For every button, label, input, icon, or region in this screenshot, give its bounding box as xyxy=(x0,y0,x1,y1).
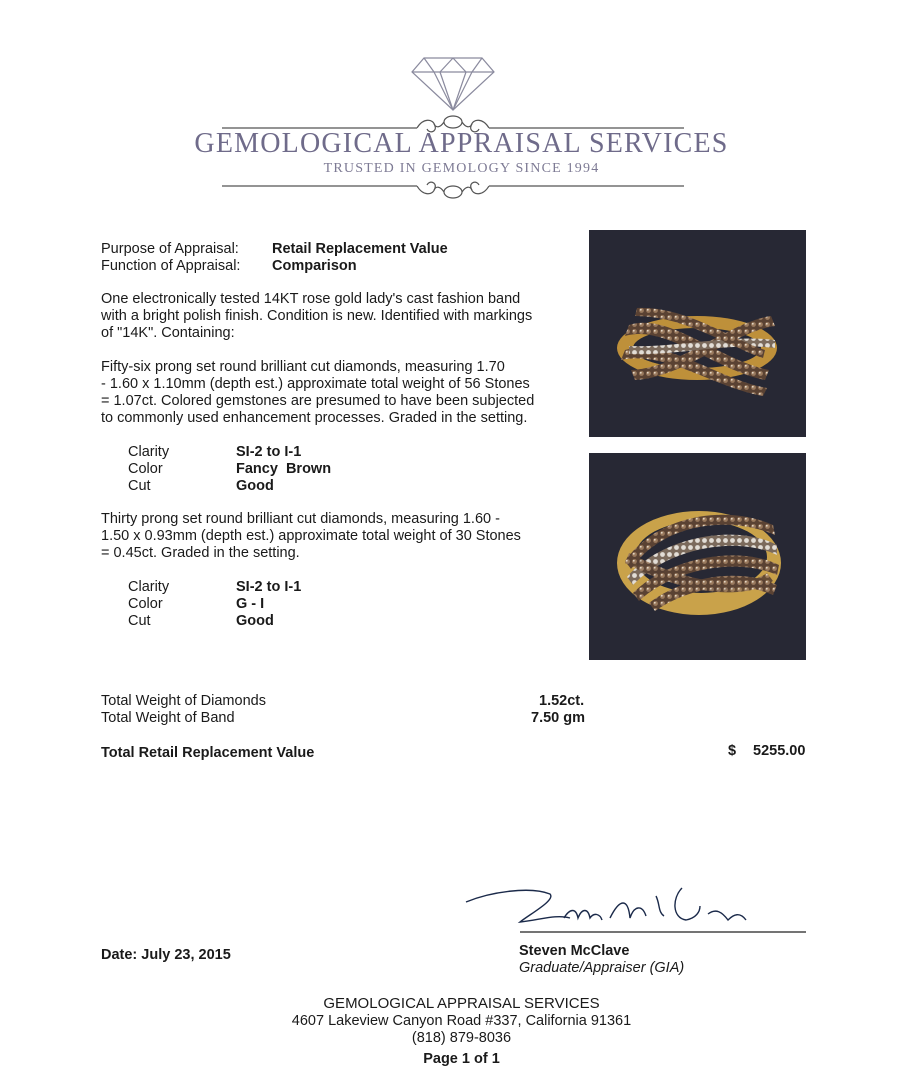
ring-photo-angle xyxy=(589,453,806,660)
grade-label: Cut xyxy=(128,613,151,629)
total-diamonds-value: 1.52ct. xyxy=(539,693,585,709)
item-description xyxy=(101,291,532,342)
appraiser-title: Graduate/Appraiser (GIA) xyxy=(519,960,685,976)
total-band-value: 7.50 gm xyxy=(531,710,585,726)
grade-label: Color xyxy=(128,596,163,612)
footer-company: GEMOLOGICAL APPRAISAL SERVICES xyxy=(323,995,600,1012)
stone-text-line: Fifty-six prong set round brilliant cut diamonds, measuring 1.70 xyxy=(101,359,505,375)
diamond-icon xyxy=(410,56,496,112)
grade-label: Clarity xyxy=(128,444,170,460)
ring-illustration xyxy=(589,453,806,660)
ring-illustration xyxy=(589,230,806,437)
stone-text-line: = 1.07ct. Colored gemstones are presumed to have been subjected xyxy=(101,393,535,409)
grade-value: Good xyxy=(236,478,274,494)
ornament-divider-bottom xyxy=(222,178,684,202)
company-title: GEMOLOGICAL APPRAISAL SERVICES xyxy=(194,128,729,159)
description-line: of "14K". Containing: xyxy=(101,325,235,341)
appraisal-date: Date: July 23, 2015 xyxy=(101,947,231,963)
grade-value: SI-2 to I-1 xyxy=(236,579,302,595)
page-number: Page 1 of 1 xyxy=(423,1051,500,1067)
function-label: Function of Appraisal: xyxy=(101,258,241,274)
total-band-label: Total Weight of Band xyxy=(101,710,235,726)
currency-symbol: $ xyxy=(728,743,737,759)
footer-phone: (818) 879-8036 xyxy=(411,1030,512,1046)
total-diamonds-label: Total Weight of Diamonds xyxy=(101,693,266,709)
ring-photo-top xyxy=(589,230,806,437)
grade-value: SI-2 to I-1 xyxy=(236,444,302,460)
purpose-label: Purpose of Appraisal: xyxy=(101,241,239,257)
grade-value: Fancy Brown xyxy=(236,461,332,477)
grade-value: G - I xyxy=(236,596,265,612)
grade-label: Cut xyxy=(128,478,151,494)
function-value: Comparison xyxy=(272,258,357,274)
appraiser-name: Steven McClave xyxy=(519,943,630,959)
stone-group-1-description xyxy=(101,359,534,427)
grade-value: Good xyxy=(236,613,274,629)
purpose-value: Retail Replacement Value xyxy=(272,241,448,257)
stone-text-line: 1.50 x 0.93mm (depth est.) approximate total weight of 30 Stones xyxy=(101,528,521,544)
description-line: with a bright polish finish. Condition is new. Identified with markings xyxy=(101,308,533,324)
retail-value-label: Total Retail Replacement Value xyxy=(101,745,315,761)
stone-text-line: Thirty prong set round brilliant cut diamonds, measuring 1.60 - xyxy=(101,511,500,527)
stone-group-2-description xyxy=(101,511,521,562)
grade-label: Color xyxy=(128,461,163,477)
retail-value: 5255.00 xyxy=(753,743,806,759)
footer-address: 4607 Lakeview Canyon Road #337, California 91361 xyxy=(291,1013,632,1029)
description-line: One electronically tested 14KT rose gold lady's cast fashion band xyxy=(101,291,521,307)
stone-text-line: - 1.60 x 1.10mm (depth est.) approximate total weight of 56 Stones xyxy=(101,376,530,392)
stone-text-line: to commonly used enhancement processes. Graded in the setting. xyxy=(101,410,528,426)
grade-label: Clarity xyxy=(128,579,170,595)
company-tagline: TRUSTED IN GEMOLOGY SINCE 1994 xyxy=(323,161,600,176)
signature xyxy=(460,878,810,938)
stone-text-line: = 0.45ct. Graded in the setting. xyxy=(101,545,300,561)
